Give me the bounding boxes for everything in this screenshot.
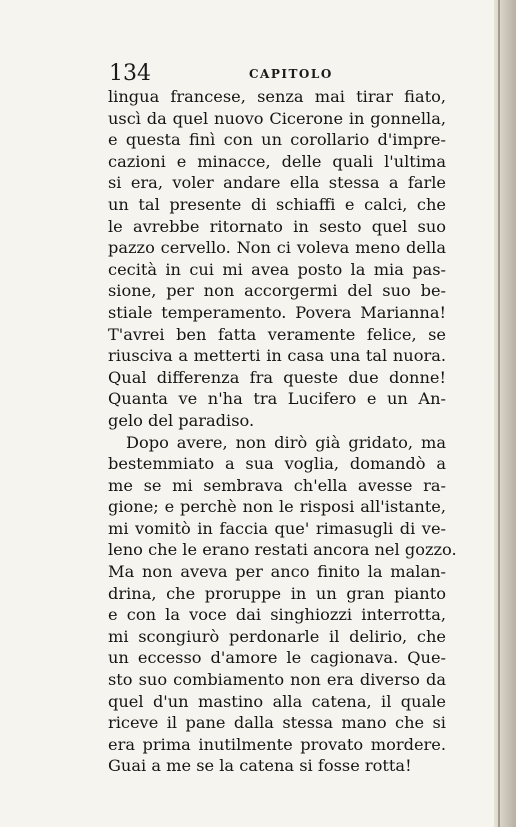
text-line: Ma non aveva per anco finito la malan-	[108, 562, 446, 582]
text-line: le avrebbe ritornato in sesto quel suo	[108, 216, 446, 236]
paragraph	[108, 86, 446, 432]
text-line: un eccesso d'amore le cagionava. Que-	[108, 648, 446, 668]
body-text	[108, 86, 457, 777]
text-line: T'avrei ben fatta veramente felice, se	[108, 324, 446, 344]
text-line: e con la voce dai singhiozzi interrotta,	[108, 605, 446, 625]
text-line: leno che le erano restati ancora nel gozzo.	[108, 540, 457, 560]
text-line: pazzo cervello. Non ci voleva meno della	[108, 238, 446, 258]
page-header	[109, 62, 449, 86]
text-line: cecità in cui mi avea posto la mia pas-	[108, 259, 446, 279]
text-line: uscì da quel nuovo Cicerone in gonnella,	[108, 108, 446, 128]
text-line: Quanta ve n'ha tra Lucifero e un An-	[108, 389, 446, 409]
text-line: Guai a me se la catena si fosse rotta!	[108, 756, 412, 776]
text-line: sto suo combiamento non era diverso da	[108, 670, 446, 690]
page-number: 134	[109, 61, 151, 86]
text-line: riusciva a metterti in casa una tal nuora.	[108, 346, 446, 366]
running-head: CAPITOLO	[249, 67, 333, 81]
text-line: drina, che proruppe in un gran pianto	[108, 583, 446, 603]
text-line: me se mi sembrava ch'ella avesse ra-	[108, 475, 446, 495]
text-line: e questa finì con un corollario d'impre-	[108, 130, 446, 150]
text-line: riceve il pane dalla stessa mano che si	[108, 713, 446, 733]
text-line: Dopo avere, non dirò già gridato, ma	[126, 432, 446, 452]
binding-line	[498, 0, 500, 827]
text-line: era prima inutilmente provato mordere.	[108, 734, 446, 754]
text-line: quel d'un mastino alla catena, il quale	[108, 691, 446, 711]
text-line: stiale temperamento. Povera Marianna!	[108, 302, 446, 322]
text-line: mi scongiurò perdonarle il delirio, che	[108, 626, 446, 646]
text-line: bestemmiato a sua voglia, domandò a	[108, 454, 446, 474]
text-line: mi vomitò in faccia que' rimasugli di ve-	[108, 518, 446, 538]
text-line: sione, per non accorgermi del suo be-	[108, 281, 446, 301]
paragraph	[108, 432, 457, 778]
text-line: gione; e perchè non le risposi all'istante,	[108, 497, 446, 517]
text-line: gelo del paradiso.	[108, 410, 255, 430]
text-line: un tal presente di schiaffi e calci, che	[108, 194, 446, 214]
text-line: Qual differenza fra queste due donne!	[108, 367, 446, 387]
text-line: cazioni e minacce, delle quali l'ultima	[108, 151, 446, 171]
text-line: si era, voler andare ella stessa a farle	[108, 173, 446, 193]
text-line: lingua francese, senza mai tirar fiato,	[108, 87, 446, 106]
